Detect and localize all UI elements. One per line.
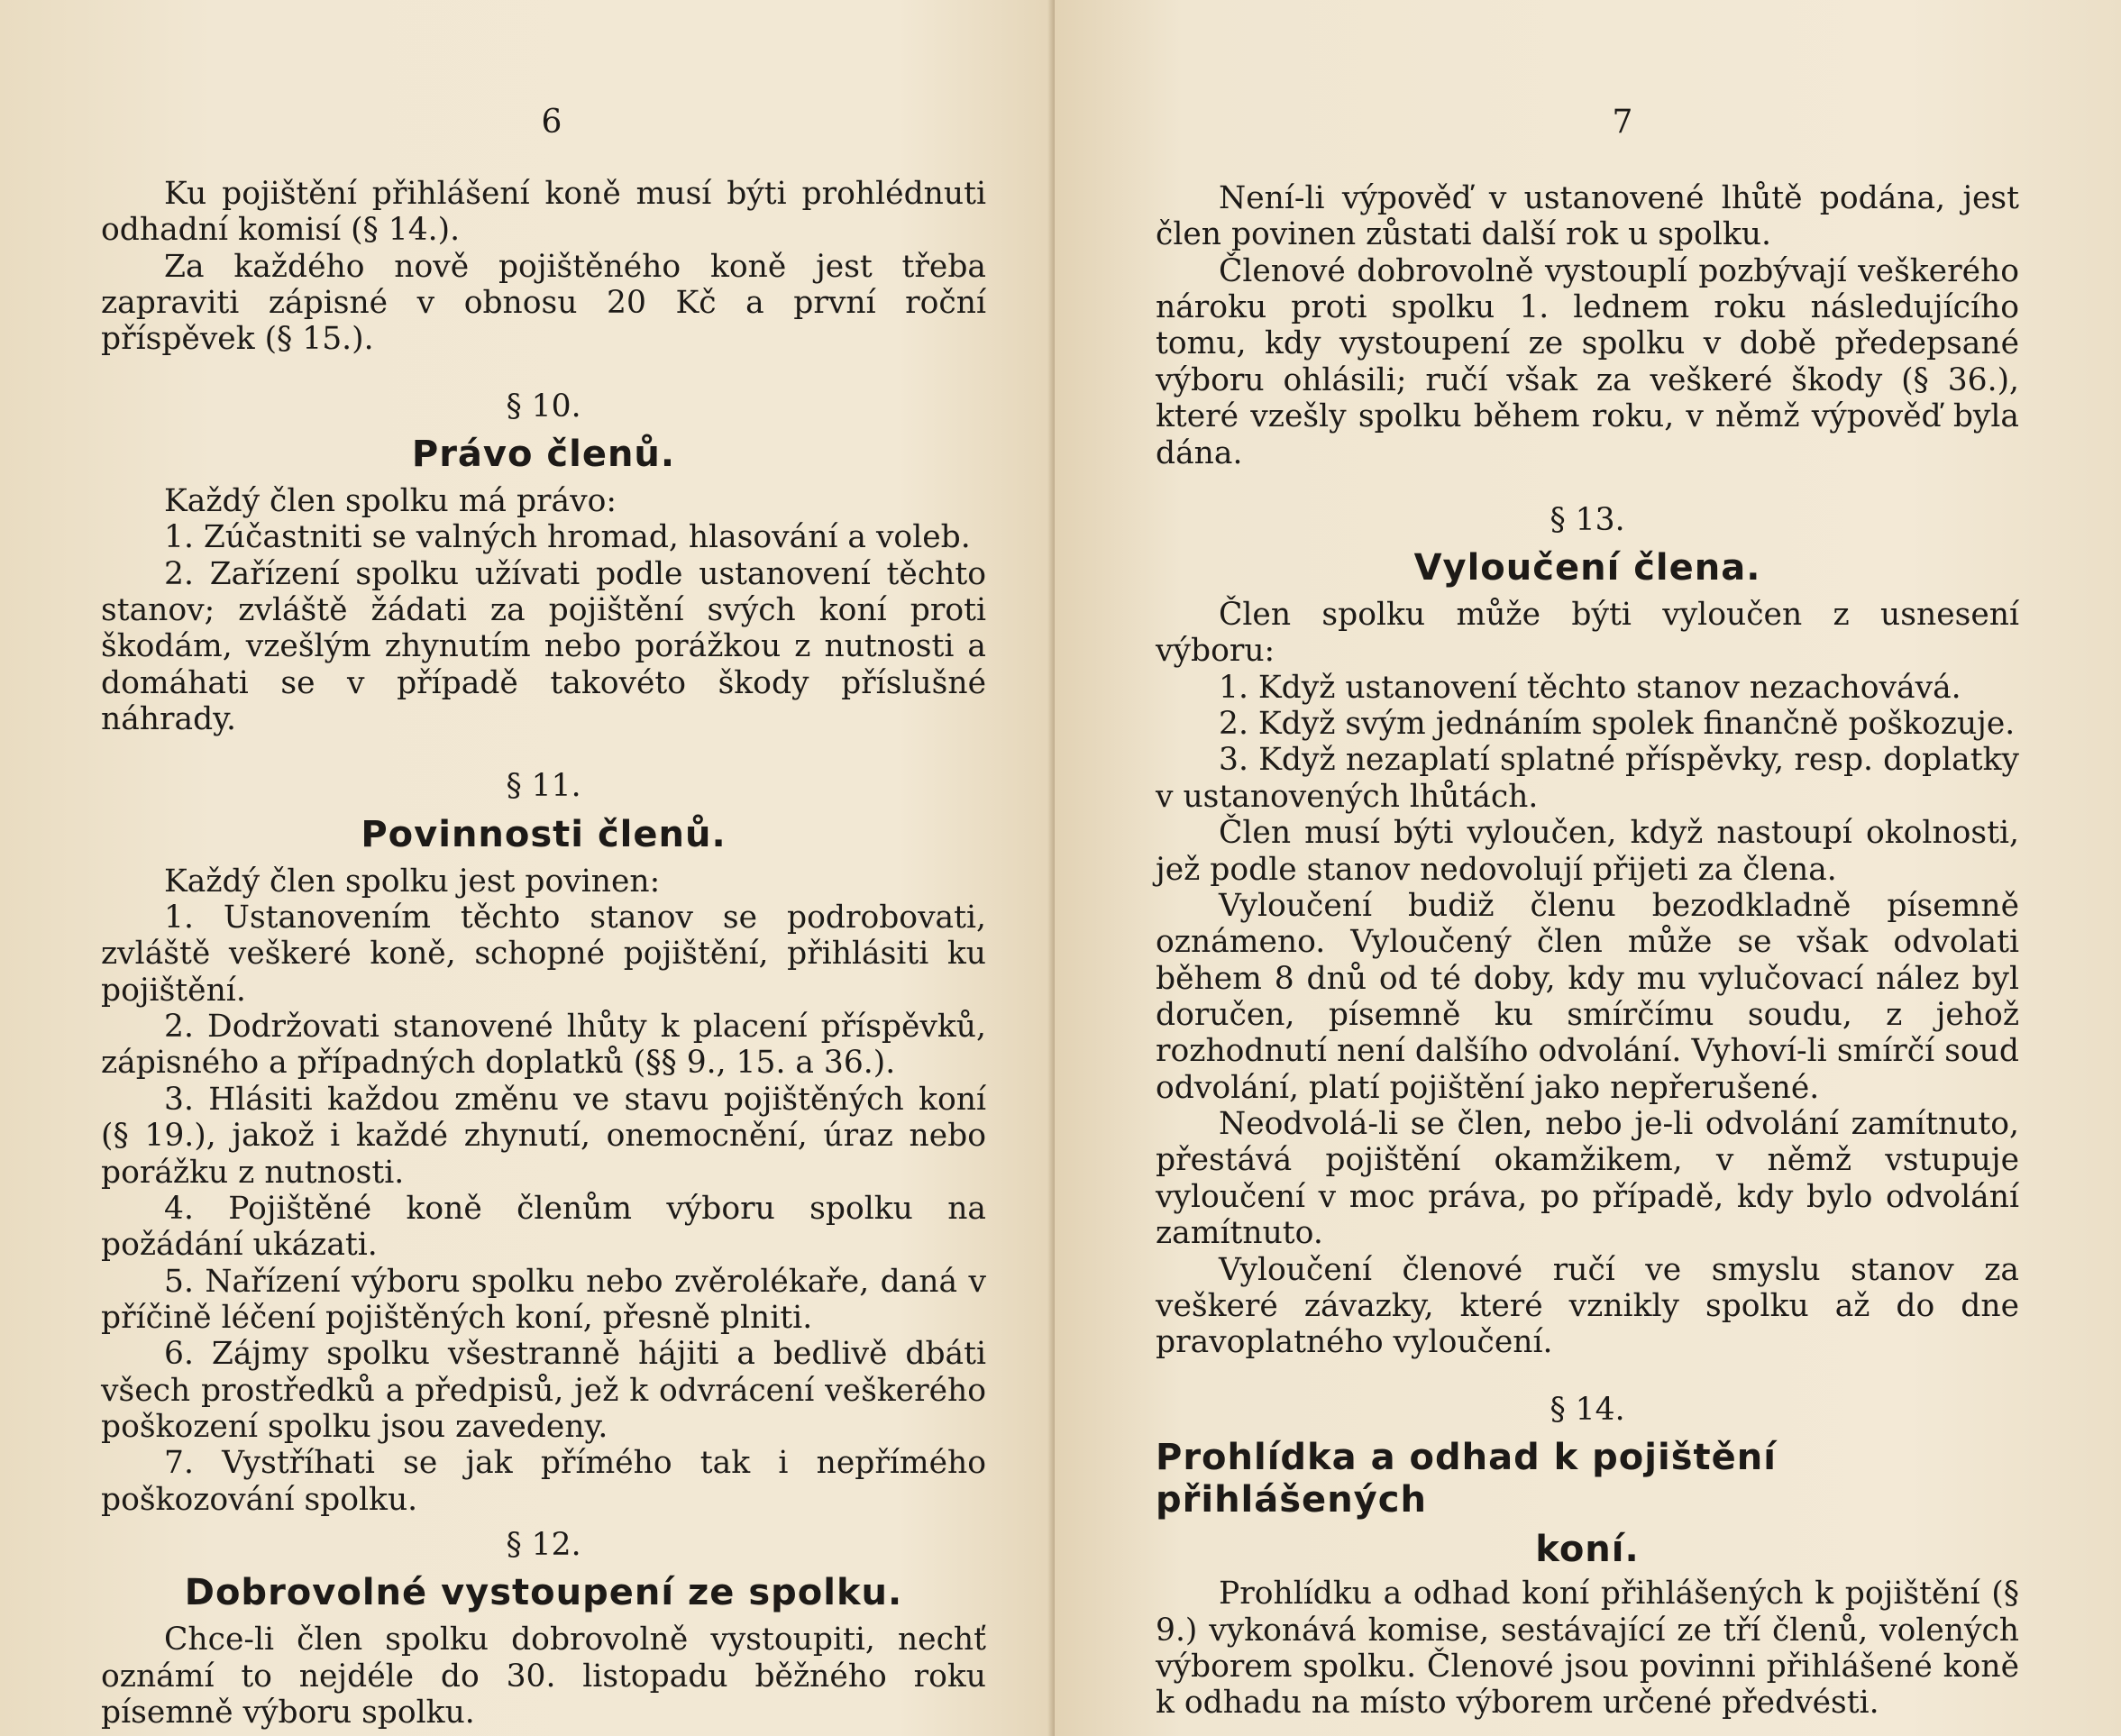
list-item: 2. Dodržovati stanovené lhůty k placení příspěvků, zápisného a případných doplatků (§§ 9., 15. a 36.). <box>101 1009 986 1082</box>
paragraph: Každý člen spolku má právo: <box>164 482 617 519</box>
paragraph: Neodvolá-li se člen, nebo je-li odvolání zamítnuto, přestává pojištění okamžikem, v němž vstupuje vyloučení v moc práva, po případě, kdy bylo odvolání zamítnuto. <box>1156 1106 2019 1252</box>
paragraph: Není-li výpověď v ustanovené lhůtě podána, jest člen povinen zůstati další rok u spolku. <box>1156 180 2019 253</box>
paragraph: Ku pojištění přihlášení koně musí býti prohlédnuti odhadní komisí (§ 14.). <box>101 176 986 249</box>
list-item: 1. Když ustanovení těchto stanov nezachovává. <box>1219 669 1961 706</box>
section-number: § 13. <box>1550 501 1625 538</box>
paragraph: Člen musí býti vyloučen, když nastoupí okolnosti, jež podle stanov nedovolují přijeti za člena. <box>1156 815 2019 888</box>
left-text-column <box>101 176 986 1731</box>
right-text-column <box>1156 180 2019 1722</box>
list-item: 6. Zájmy spolku všestranně hájiti a bedlivě dbáti všech prostředků a předpisů, jež k odvrácení veškerého poškození spolku jsou zavedeny. <box>101 1336 986 1446</box>
section-heading-continued: koní. <box>1535 1528 1640 1570</box>
list-item: 4. Pojištěné koně členům výboru spolku na požádání ukázati. <box>101 1190 986 1264</box>
list-item: 7. Vystříhati se jak přímého tak i nepřímého poškozování spolku. <box>101 1445 986 1518</box>
section-heading: Vyloučení člena. <box>1413 547 1761 589</box>
section-number: § 10. <box>506 388 581 425</box>
section-number: § 11. <box>506 768 581 805</box>
section-heading: Povinnosti členů. <box>361 813 727 855</box>
paragraph: Prohlídku a odhad koní přihlášených k pojištění (§ 9.) vykonává komise, sestávající ze tří členů, volených výborem spolku. Členové jsou povinni přihlášené koně k odhadu na místo výborem určené předvésti. <box>1156 1576 2019 1722</box>
section-number: § 14. <box>1550 1391 1625 1428</box>
paragraph: Chce-li člen spolku dobrovolně vystoupiti, nechť oznámí to nejdéle do 30. listopadu běžného roku písemně výboru spolku. <box>101 1622 986 1731</box>
page-number: 6 <box>541 104 562 141</box>
list-item: 1. Zúčastniti se valných hromad, hlasování a voleb. <box>164 519 971 556</box>
section-heading: Dobrovolné vystoupení ze spolku. <box>184 1572 903 1614</box>
paragraph: Členové dobrovolně vystouplí pozbývají veškerého nároku proti spolku 1. lednem roku následujícího tomu, kdy vystoupení ze spolku v době předepsané výboru ohlásili; ručí však za veškeré škody (§ 36.), které vzešly spolku během roku, v němž výpověď byla dána. <box>1156 252 2019 471</box>
paragraph: Za každého nově pojištěného koně jest třeba zapraviti zápisné v obnosu 20 Kč a první roční příspěvek (§ 15.). <box>101 248 986 358</box>
page-number: 7 <box>1612 104 1633 141</box>
left-page <box>0 0 1055 1736</box>
paragraph: Každý člen spolku jest povinen: <box>164 863 661 900</box>
paragraph: Vyloučení budiž členu bezodkladně písemně oznámeno. Vyloučený člen může se však odvolati během 8 dnů od té doby, kdy mu vylučovací nález byl doručen, písemně ku smírčímu soudu, z jehož rozhodnutí není dalšího odvolání. Vyhoví-li smírčí soud odvolání, platí pojištění jako nepřerušené. <box>1156 887 2019 1106</box>
list-item: 1. Ustanovením těchto stanov se podrobovati, zvláště veškeré koně, schopné pojištění, přihlásiti ku pojištění. <box>101 899 986 1009</box>
list-item: 3. Když nezaplatí splatné příspěvky, resp. doplatky v ustanovených lhůtách. <box>1156 742 2019 815</box>
paragraph: Člen spolku může býti vyloučen z usnesení výboru: <box>1156 597 2019 670</box>
section-heading: Prohlídka a odhad k pojištění přihlášených <box>1156 1436 1777 1521</box>
right-page <box>1055 0 2121 1736</box>
list-item: 3. Hlásiti každou změnu ve stavu pojištěných koní (§ 19.), jakož i každé zhynutí, onemocnění, úraz nebo porážku z nutnosti. <box>101 1081 986 1191</box>
list-item: 5. Nařízení výboru spolku nebo zvěrolékaře, daná v příčině léčení pojištěných koní, přesně plniti. <box>101 1263 986 1336</box>
paragraph: Vyloučení členové ručí ve smyslu stanov za veškeré závazky, které vznikly spolku až do dne pravoplatného vyloučení. <box>1156 1251 2019 1361</box>
list-item: 2. Zařízení spolku užívati podle ustanovení těchto stanov; zvláště žádati za pojištění svých koní proti škodám, vzešlým zhynutím nebo porážkou z nutnosti a domáhati se v případě takovéto škody příslušné náhrady. <box>101 555 986 738</box>
list-item: 2. Když svým jednáním spolek finančně poškozuje. <box>1219 706 2016 743</box>
section-heading: Právo členů. <box>411 434 676 476</box>
section-number: § 12. <box>506 1527 581 1564</box>
